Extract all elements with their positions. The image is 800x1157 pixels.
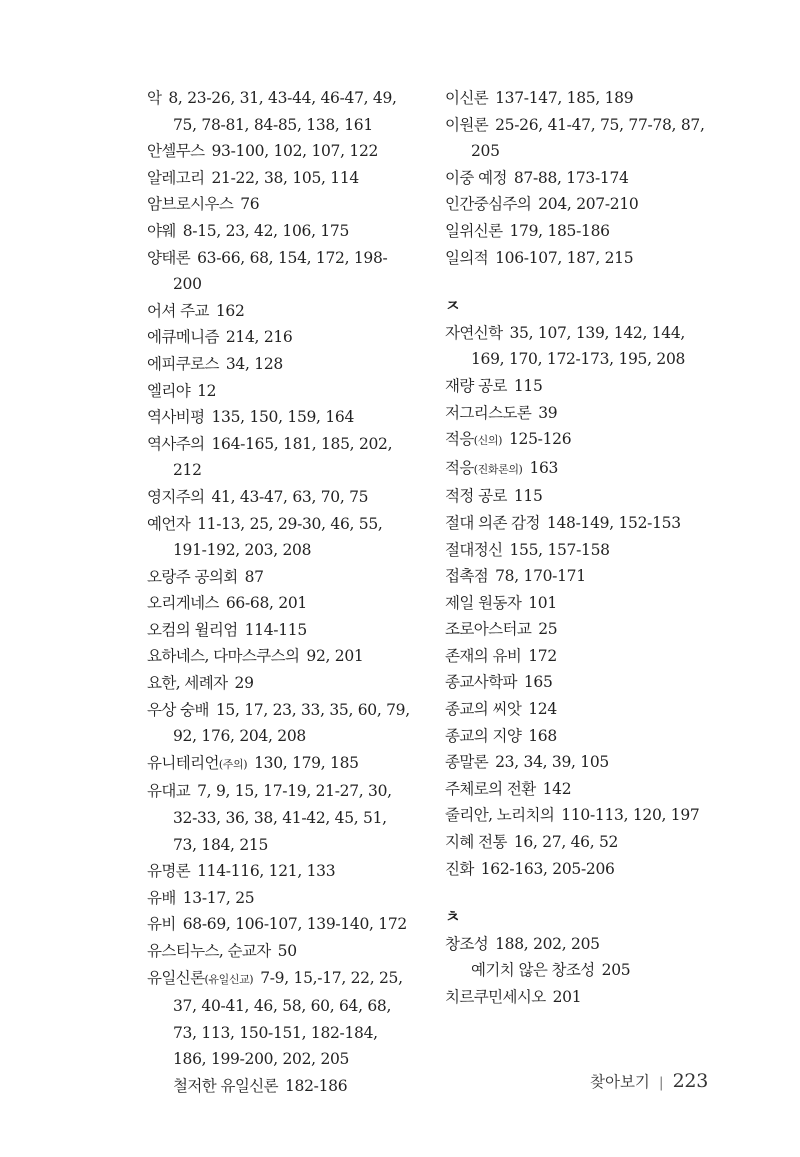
index-page-refs: 68-69, 106-107, 139-140, 172: [182, 915, 407, 934]
index-page-refs: 34, 128: [225, 354, 283, 373]
index-term: 일의적: [445, 248, 489, 267]
index-page-refs: 92, 201: [306, 647, 364, 666]
index-entry: [445, 373, 713, 400]
index-page-refs: 13-17, 25: [182, 888, 255, 907]
index-page-refs: 39: [538, 403, 558, 422]
index-page-refs: 8, 23-26, 31, 43-44, 46-47, 49, 75, 78-81, 84-85, 138, 161: [168, 89, 397, 134]
index-term: 철저한 유일신론: [173, 1076, 278, 1095]
index-page-refs: 25: [538, 620, 558, 639]
index-page-refs: 164-165, 181, 185, 202, 212: [173, 434, 393, 480]
index-entry: [147, 885, 415, 912]
index-term: 종말론: [445, 753, 489, 772]
index-term: 요한, 세례자: [147, 674, 228, 693]
footer-separator: |: [658, 1075, 664, 1091]
index-entry: [445, 856, 713, 883]
index-term: 적정 공로: [445, 487, 507, 506]
index-term: 창조성: [445, 934, 489, 953]
index-entry: [147, 778, 415, 858]
index-term: 저그리스도론: [445, 403, 532, 422]
index-term: 종교의 지양: [445, 726, 522, 745]
index-term: 유대교: [147, 782, 191, 801]
index-page-refs: 16, 27, 46, 52: [513, 833, 619, 852]
index-term-qualifier: (유일신교): [204, 972, 254, 986]
index-entry: [445, 749, 713, 776]
index-entry: [147, 85, 415, 138]
index-page-refs: 63-66, 68, 154, 172, 198-200: [173, 248, 388, 294]
index-page-refs: 114-116, 121, 133: [197, 862, 336, 881]
index-page-refs: 165: [523, 673, 553, 692]
index-page-refs: 204, 207-210: [538, 195, 639, 214]
index-term: 암브로시우스: [147, 195, 234, 214]
index-page-refs: 23, 34, 39, 105: [495, 753, 609, 772]
index-term-qualifier: (신의): [473, 434, 502, 448]
index-term: 제일 원동자: [445, 593, 522, 612]
index-page-refs: 7, 9, 15, 17-19, 21-27, 30, 32-33, 36, 38, 41-42, 45, 51, 73, 184, 215: [173, 782, 392, 854]
index-term: 예언자: [147, 514, 191, 533]
index-page-refs: 135, 150, 159, 164: [211, 408, 355, 427]
index-page-refs: 124: [528, 700, 557, 719]
index-term: 절대 의존 감정: [445, 513, 540, 532]
index-entry: [147, 191, 415, 218]
index-page-refs: 155, 157-158: [509, 540, 610, 559]
index-entry: [147, 911, 415, 938]
index-entry: [445, 510, 713, 537]
index-page-refs: 205: [601, 961, 631, 980]
index-entry: [445, 563, 713, 590]
index-page-refs: 179, 185-186: [509, 221, 610, 240]
index-entry: [147, 165, 415, 192]
index-term: 안셀무스: [147, 142, 205, 161]
index-page-refs: 130, 179, 185: [254, 753, 359, 772]
index-term: 에큐메니즘: [147, 328, 219, 347]
index-page-refs: 148-149, 152-153: [546, 513, 681, 532]
index-entry: [147, 858, 415, 885]
index-entry: [147, 404, 415, 431]
index-page-refs: 66-68, 201: [225, 594, 307, 613]
index-term: 유배: [147, 888, 176, 907]
running-footer-label: 찾아보기: [590, 1073, 650, 1091]
index-term: 치르쿠민세시오: [445, 988, 546, 1006]
index-term: 역사주의: [147, 434, 205, 453]
index-term: 알레고리: [147, 168, 205, 187]
index-entry: [147, 965, 415, 1073]
index-page-refs: 76: [240, 195, 260, 214]
index-entry: [147, 511, 415, 564]
index-page-refs: 214, 216: [225, 328, 293, 347]
index-term: 역사비평: [147, 408, 205, 427]
index-page-refs: 188, 202, 205: [495, 934, 600, 953]
index-page-refs: 172: [528, 646, 557, 665]
index-entry: [445, 776, 713, 803]
index-page-refs: 201: [552, 988, 582, 1006]
index-term: 예기치 않은 창조성: [471, 961, 595, 980]
section-spacer: [445, 271, 713, 293]
index-entry: [445, 426, 713, 455]
index-page-refs: 21-22, 38, 105, 114: [211, 168, 359, 187]
index-entry: [147, 564, 415, 591]
index-page-refs: 35, 107, 139, 142, 144, 169, 170, 172-173, 195, 208: [471, 323, 686, 369]
index-page-refs: 41, 43-47, 63, 70, 75: [211, 487, 369, 506]
index-page-refs: 12: [197, 381, 217, 400]
index-entry: [445, 165, 713, 192]
index-term: 적응: [445, 458, 474, 477]
index-term: 주체로의 전환: [445, 779, 536, 798]
index-entry: [445, 483, 713, 510]
index-term: 유비: [147, 915, 176, 934]
page-footer: [590, 1070, 708, 1092]
index-entry: [445, 802, 713, 829]
index-term: 오랑주 공의회: [147, 567, 238, 586]
index-entry: [445, 191, 713, 218]
index-term: 절대정신: [445, 540, 503, 559]
index-subentry: [445, 957, 713, 984]
index-term: 악: [147, 89, 162, 107]
index-entry: [445, 400, 713, 427]
index-term: 영지주의: [147, 487, 205, 506]
index-entry: [445, 669, 713, 696]
index-page-refs: 115: [513, 487, 543, 506]
index-entry: [445, 112, 713, 165]
index-entry: [147, 378, 415, 405]
index-entry: [445, 590, 713, 617]
index-page-refs: 115: [513, 376, 543, 395]
index-page-refs: 11-13, 25, 29-30, 46, 55, 191-192, 203, 208: [173, 514, 383, 560]
index-entry: [147, 484, 415, 511]
index-term: 진화: [445, 859, 474, 878]
index-term: 유일신론: [147, 968, 205, 987]
index-page-refs: 163: [529, 458, 559, 477]
section-spacer: [445, 882, 713, 904]
index-entry: [445, 455, 713, 484]
index-term: 유스티누스, 순교자: [147, 942, 271, 960]
index-page-refs: 106-107, 187, 215: [495, 248, 634, 267]
index-page-refs: 93-100, 102, 107, 122: [211, 142, 379, 161]
index-entry: [445, 245, 713, 272]
index-term: 우상 숭배: [147, 700, 209, 719]
index-page-refs: 162: [215, 301, 245, 320]
index-entry: [147, 697, 415, 750]
index-term: 줄리안, 노리치의: [445, 806, 555, 825]
index-entry: [147, 298, 415, 325]
index-column-right: [445, 85, 713, 1011]
index-term: 이원론: [445, 115, 489, 134]
index-term: 존재의 유비: [445, 646, 522, 665]
index-entry: [147, 670, 415, 697]
index-page-refs: 137-147, 185, 189: [495, 89, 634, 107]
index-page-refs: 168: [528, 726, 557, 745]
index-page-refs: 87: [244, 567, 264, 586]
index-entry: [445, 723, 713, 750]
index-term: 이중 예정: [445, 168, 507, 187]
page-number: 223: [672, 1070, 708, 1092]
index-term: 야웨: [147, 221, 176, 240]
index-entry: [147, 138, 415, 165]
index-term: 재량 공로: [445, 376, 507, 395]
index-term: 접촉점: [445, 567, 489, 586]
index-page-refs: 25-26, 41-47, 75, 77-78, 87, 205: [471, 115, 705, 161]
index-entry: [147, 590, 415, 617]
index-entry: [147, 351, 415, 378]
index-entry: [147, 218, 415, 245]
index-entry: [147, 938, 415, 965]
index-entry: [445, 320, 713, 373]
index-page-refs: 101: [528, 593, 557, 612]
index-column-left: [147, 85, 415, 1100]
index-entry: [445, 537, 713, 564]
index-term: 지혜 전통: [445, 833, 507, 852]
index-term: 유니테리언: [147, 753, 219, 772]
index-term: 엘리야: [147, 381, 191, 400]
index-entry: [445, 218, 713, 245]
index-entry: [445, 829, 713, 856]
index-page-refs: 87-88, 173-174: [513, 168, 629, 187]
index-term: 조로아스터교: [445, 620, 532, 639]
index-term: 양태론: [147, 248, 191, 267]
index-entry: [147, 750, 415, 779]
index-term: 적응: [445, 430, 474, 449]
index-term: 종교사학파: [445, 673, 517, 692]
index-page-refs: 125-126: [509, 430, 572, 449]
index-page-refs: 110-113, 120, 197: [561, 806, 700, 825]
index-section-heading: ㅈ: [445, 296, 461, 316]
index-term: 오컴의 윌리엄: [147, 620, 238, 639]
index-term-qualifier: (진화론의): [473, 462, 523, 476]
index-entry: [147, 431, 415, 484]
index-page-refs: 78, 170-171: [495, 567, 586, 586]
index-term-qualifier: (주의): [218, 757, 248, 771]
index-term: 요하네스, 다마스쿠스의: [147, 647, 300, 666]
index-term: 유명론: [147, 862, 191, 881]
index-term: 어셔 주교: [147, 301, 209, 320]
index-page-refs: 7-9, 15,-17, 22, 25, 37, 40-41, 46, 58, 60, 64, 68, 73, 113, 150-151, 182-184, 186, 199-200, 202, 205: [173, 968, 403, 1069]
index-page-refs: 50: [277, 942, 297, 960]
index-term: 에피쿠로스: [147, 354, 219, 373]
index-entry: [147, 643, 415, 670]
index-entry: [147, 617, 415, 644]
index-entry: [445, 85, 713, 112]
index-page-refs: 29: [234, 674, 254, 693]
index-page-refs: 162-163, 205-206: [480, 859, 615, 878]
index-page-refs: 15, 17, 23, 33, 35, 60, 79, 92, 176, 204, 208: [173, 700, 410, 746]
index-term: 종교의 씨앗: [445, 700, 522, 719]
index-page-refs: 8-15, 23, 42, 106, 175: [182, 221, 350, 240]
index-section-heading: ㅊ: [445, 907, 461, 927]
index-term: 이신론: [445, 89, 489, 107]
index-term: 인간중심주의: [445, 195, 532, 214]
index-entry: [445, 984, 713, 1011]
index-term: 일위신론: [445, 221, 503, 240]
index-page-refs: 142: [542, 779, 572, 798]
index-term: 자연신학: [445, 323, 503, 342]
index-term: 오리게네스: [147, 594, 219, 613]
index-page-refs: 114-115: [244, 620, 307, 639]
index-entry: [445, 643, 713, 670]
index-entry: [445, 931, 713, 958]
index-page-refs: 182-186: [284, 1076, 348, 1095]
index-entry: [445, 616, 713, 643]
index-entry: [147, 324, 415, 351]
index-subentry: [147, 1073, 415, 1100]
index-entry: [445, 696, 713, 723]
index-entry: [147, 245, 415, 298]
